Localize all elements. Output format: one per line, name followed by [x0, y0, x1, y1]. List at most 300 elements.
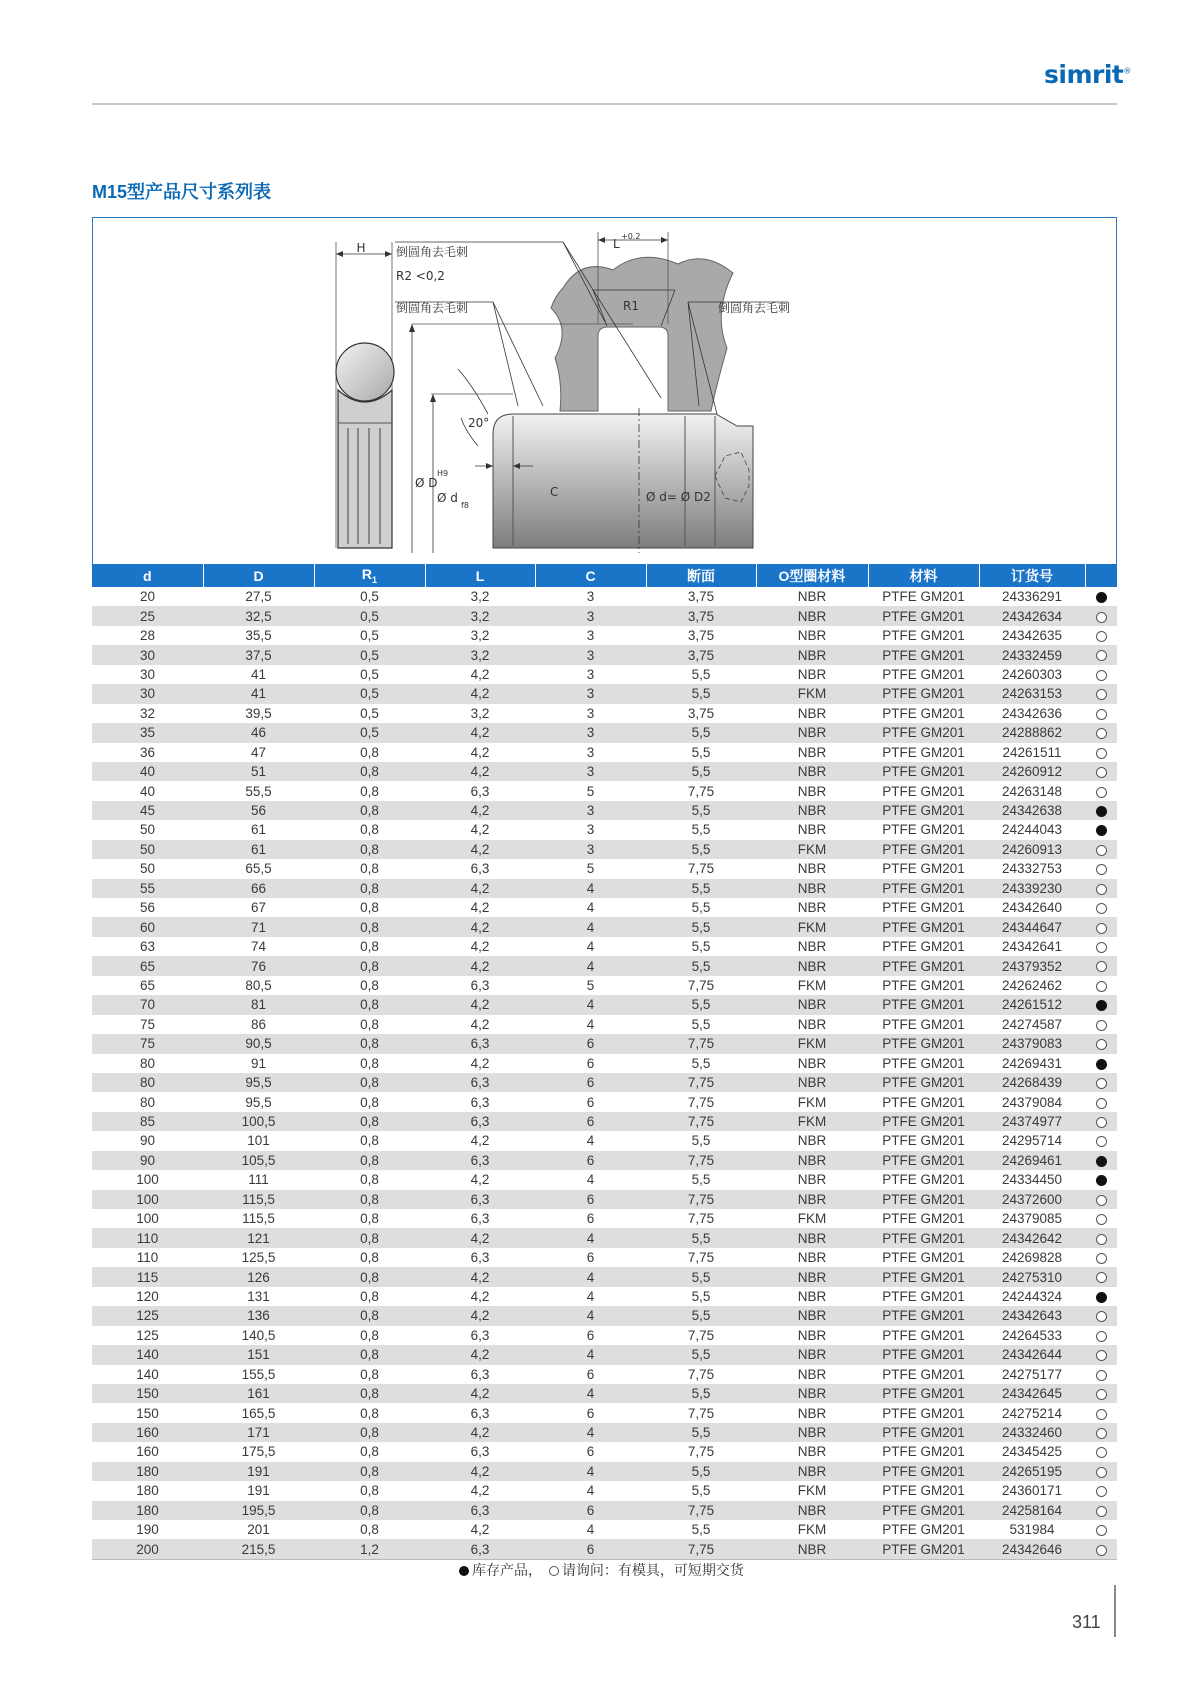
table-row	[92, 879, 1117, 898]
cell-l: 4,2	[425, 1462, 535, 1481]
cell-section: 3,75	[687, 589, 715, 605]
cell-c: 6	[586, 1366, 595, 1382]
cell-material: PTFE GM201	[868, 606, 979, 625]
cell-r1: 0,8	[360, 1133, 379, 1149]
inquire-circle-icon	[1096, 1253, 1107, 1264]
table-row	[92, 1345, 1117, 1364]
cell-oring-material: FKM	[756, 840, 868, 859]
cell-c: 6	[586, 1405, 595, 1421]
cell-order-no: 24342643	[979, 1306, 1085, 1325]
cell-material: PTFE GM201	[868, 1190, 979, 1209]
table-row	[92, 1384, 1117, 1403]
cell-section: 5,5	[691, 666, 711, 682]
cell-d: 75	[92, 1034, 203, 1053]
inquire-circle-icon	[1096, 1486, 1107, 1497]
cell-c: 4	[586, 1133, 595, 1149]
cell-material: PTFE GM201	[882, 977, 965, 993]
col-header-l: L	[425, 564, 535, 587]
cell-availability	[1085, 840, 1117, 859]
col-header-D: D	[203, 564, 314, 587]
cell-D: 80,5	[245, 977, 272, 993]
col-header-r1: $R_1$	[314, 564, 425, 587]
cell-oring-material: FKM	[797, 1211, 827, 1227]
cell-section: 7,75	[687, 1444, 715, 1460]
cell-l: 4,2	[425, 1423, 535, 1442]
cell-l: 4,2	[425, 879, 535, 898]
cell-c: 3	[586, 705, 595, 721]
cell-availability	[1085, 665, 1117, 684]
cell-section: 7,75	[646, 1539, 756, 1559]
cell-order-no: 24379084	[1001, 1094, 1063, 1110]
cell-section: 7,75	[646, 1151, 756, 1170]
table-row	[92, 937, 1117, 956]
cell-section: 5,5	[691, 744, 711, 760]
cell-availability	[1085, 781, 1117, 800]
inquire-circle-icon	[1096, 1331, 1107, 1342]
cell-l: 3,2	[470, 705, 490, 721]
cell-l: 3,2	[470, 628, 490, 644]
cell-c: 4	[586, 900, 595, 916]
cell-material: PTFE GM201	[868, 1423, 979, 1442]
cell-c: 3	[586, 628, 595, 644]
cell-material: PTFE GM201	[868, 956, 979, 975]
table-row	[92, 898, 1117, 917]
page-title: M15型产品尺寸系列表	[92, 182, 272, 202]
cell-d: 140	[92, 1345, 203, 1364]
cell-c: 3	[535, 723, 646, 742]
cell-r1: 0,8	[314, 956, 425, 975]
table-row	[92, 1015, 1117, 1034]
cell-d: 180	[92, 1462, 203, 1481]
cell-material: PTFE GM201	[868, 1345, 979, 1364]
cell-oring-material: NBR	[797, 705, 827, 721]
cell-c: 4	[586, 1016, 595, 1032]
table-row	[92, 1365, 1117, 1384]
cell-availability	[1085, 684, 1117, 703]
cell-order-no: 24260303	[1001, 666, 1063, 682]
cell-r1: 0,8	[360, 1094, 379, 1110]
cell-order-no: 24263153	[979, 684, 1085, 703]
cell-d: 25	[92, 606, 203, 625]
cell-d: 50	[139, 861, 156, 877]
cell-l: 6,3	[425, 1151, 535, 1170]
cell-availability	[1085, 1267, 1117, 1286]
cell-material: PTFE GM201	[882, 861, 965, 877]
inquire-circle-icon	[1096, 1389, 1107, 1400]
cell-oring-material: NBR	[797, 589, 827, 605]
cell-D: 91	[250, 1055, 267, 1071]
cell-d: 140	[136, 1366, 159, 1382]
cell-section: 5,5	[646, 762, 756, 781]
cell-D: 201	[247, 1522, 270, 1538]
cell-r1: 0,5	[314, 606, 425, 625]
cell-c: 6	[535, 1501, 646, 1520]
table-row	[92, 1481, 1117, 1500]
cell-section: 3,75	[687, 705, 715, 721]
cell-order-no: 24379083	[979, 1034, 1085, 1053]
cell-d: 60	[92, 917, 203, 936]
cell-order-no: 24295714	[1001, 1133, 1063, 1149]
table-row	[92, 684, 1117, 703]
col-header-oring-material: O型圈材料	[756, 564, 868, 587]
cell-D: 51	[203, 762, 314, 781]
cell-c: 4	[535, 1267, 646, 1286]
cell-section: 3,75	[646, 645, 756, 664]
cell-c: 4	[535, 917, 646, 936]
label-l: L	[613, 237, 620, 251]
table-row	[92, 976, 1117, 995]
cell-c: 5	[586, 977, 595, 993]
cell-order-no: 24360171	[1001, 1483, 1063, 1499]
cell-order-no: 24345425	[1001, 1444, 1063, 1460]
cell-section: 3,75	[646, 606, 756, 625]
cell-r1: 0,8	[360, 977, 379, 993]
cell-d: 85	[92, 1112, 203, 1131]
cell-r1: 0,8	[360, 744, 379, 760]
label-angle: 20°	[468, 416, 490, 430]
cell-c: 4	[535, 956, 646, 975]
inquire-circle-icon	[1096, 923, 1107, 934]
cell-section: 5,5	[646, 1228, 756, 1247]
cell-oring-material: NBR	[797, 900, 827, 916]
cell-D: 47	[250, 744, 267, 760]
inquire-circle-icon	[1096, 1506, 1107, 1517]
inquire-circle-icon	[1096, 1409, 1107, 1420]
cell-material: PTFE GM201	[882, 666, 965, 682]
cell-availability	[1085, 1112, 1117, 1131]
cell-r1: 0,8	[360, 1211, 379, 1227]
stock-dot-icon	[1096, 1156, 1107, 1167]
cell-material: PTFE GM201	[868, 1034, 979, 1053]
cell-d: 40	[139, 783, 156, 799]
cell-l: 6,3	[470, 861, 490, 877]
cell-material: PTFE GM201	[868, 801, 979, 820]
dimension-table	[92, 564, 1117, 1560]
cell-l: 4,2	[425, 1384, 535, 1403]
cell-r1: 0,8	[360, 822, 379, 838]
cell-d: 32	[139, 705, 156, 721]
cell-r1: 0,5	[360, 705, 379, 721]
cell-section: 5,5	[646, 1423, 756, 1442]
table-row	[92, 1423, 1117, 1442]
cell-oring-material: NBR	[797, 822, 827, 838]
inquire-circle-icon	[1096, 787, 1107, 798]
cell-c: 6	[586, 1055, 595, 1071]
label-chamfer-left: 倒圆角去毛刺	[396, 301, 469, 315]
cell-d: 120	[136, 1288, 159, 1304]
cell-order-no: 24261512	[979, 995, 1085, 1014]
cell-d: 200	[92, 1539, 203, 1559]
legend-inquire: 请询问：有模具，可短期交货	[561, 1562, 744, 1578]
cell-oring-material: NBR	[797, 1405, 827, 1421]
stock-dot-icon	[1096, 1059, 1107, 1070]
inquire-circle-icon	[1096, 1195, 1107, 1206]
cell-availability	[1085, 859, 1117, 878]
table-row	[92, 801, 1117, 820]
cell-section: 5,5	[691, 1522, 711, 1538]
cell-D: 125,5	[241, 1250, 276, 1266]
cell-l: 6,3	[425, 1112, 535, 1131]
cell-D: 46	[203, 723, 314, 742]
cell-availability	[1085, 1287, 1117, 1306]
cell-oring-material: NBR	[797, 1055, 827, 1071]
cell-section: 5,5	[646, 840, 756, 859]
inquire-circle-icon	[1096, 709, 1107, 720]
col-header-c: C	[535, 564, 646, 587]
cell-section: 5,5	[691, 1133, 711, 1149]
cell-c: 6	[586, 1250, 595, 1266]
cell-d: 28	[139, 628, 156, 644]
inquire-circle-icon	[1096, 1467, 1107, 1478]
label-od-tolerance: H9	[437, 469, 449, 478]
cell-section: 5,5	[646, 1267, 756, 1286]
cell-D: 86	[250, 1016, 267, 1032]
cell-d: 75	[139, 1016, 156, 1032]
cell-oring-material: NBR	[797, 1016, 827, 1032]
stock-dot-icon	[1096, 1292, 1107, 1303]
cell-material: PTFE GM201	[868, 1151, 979, 1170]
cell-c: 3	[535, 762, 646, 781]
cell-material: PTFE GM201	[868, 1539, 979, 1559]
cell-oring-material: FKM	[797, 1094, 827, 1110]
cell-r1: 0,8	[360, 1172, 379, 1188]
table-row	[92, 1054, 1117, 1073]
table-row	[92, 1287, 1117, 1306]
cell-order-no: 24258164	[979, 1501, 1085, 1520]
inquire-circle-icon	[1096, 942, 1107, 953]
inquire-circle-icon	[1096, 884, 1107, 895]
cell-l: 4,2	[470, 666, 490, 682]
cell-l: 4,2	[425, 1306, 535, 1325]
col-header-d: d	[92, 564, 203, 587]
seal-profile	[336, 242, 394, 548]
cell-availability	[1085, 1248, 1117, 1267]
cell-material: PTFE GM201	[882, 1483, 965, 1499]
cell-section: 7,75	[687, 1094, 715, 1110]
cell-l: 4,2	[425, 723, 535, 742]
cell-order-no: 24342640	[1001, 900, 1063, 916]
cell-c: 4	[535, 1423, 646, 1442]
cell-material: PTFE GM201	[868, 995, 979, 1014]
table-row	[92, 762, 1117, 781]
table-row	[92, 626, 1117, 645]
cell-r1: 0,8	[314, 1228, 425, 1247]
cell-l: 4,2	[470, 1133, 490, 1149]
cell-order-no: 531984	[1009, 1522, 1055, 1538]
label-c: C	[550, 485, 559, 499]
cell-oring-material: NBR	[797, 939, 827, 955]
cell-oring-material: NBR	[756, 801, 868, 820]
cell-l: 6,3	[470, 1444, 490, 1460]
cell-r1: 0,8	[360, 1405, 379, 1421]
label-h: H	[356, 241, 366, 255]
cell-d: 150	[92, 1384, 203, 1403]
table-row	[92, 1520, 1117, 1539]
cell-c: 4	[586, 939, 595, 955]
cell-section: 5,5	[691, 822, 711, 838]
cell-D: 151	[203, 1345, 314, 1364]
cell-D: 161	[203, 1384, 314, 1403]
cell-D: 171	[203, 1423, 314, 1442]
cell-c: 6	[535, 1151, 646, 1170]
page-number: 311	[1072, 1612, 1101, 1632]
cell-section: 3,75	[687, 628, 715, 644]
cell-l: 6,3	[470, 1250, 490, 1266]
cell-r1: 0,8	[360, 900, 379, 916]
cell-l: 3,2	[425, 645, 535, 664]
cell-D: 95,5	[245, 1094, 272, 1110]
cell-oring-material: NBR	[797, 744, 827, 760]
col-header-material: 材料	[868, 564, 979, 587]
cell-c: 4	[586, 1483, 595, 1499]
cell-l: 4,2	[425, 1267, 535, 1286]
cell-material: PTFE GM201	[882, 939, 965, 955]
cell-r1: 0,8	[314, 840, 425, 859]
cell-D: 175,5	[241, 1444, 276, 1460]
cell-section: 7,75	[646, 1501, 756, 1520]
cell-material: PTFE GM201	[868, 840, 979, 859]
inquire-circle-icon	[1096, 1136, 1107, 1147]
cell-r1: 0,8	[314, 917, 425, 936]
cell-section: 5,5	[646, 879, 756, 898]
cell-D: 215,5	[203, 1539, 314, 1559]
cell-l: 4,2	[470, 1483, 490, 1499]
table-row	[92, 1151, 1117, 1170]
cell-d: 50	[92, 840, 203, 859]
table-row	[92, 1170, 1117, 1189]
cell-l: 4,2	[470, 900, 490, 916]
cell-order-no: 24263148	[1001, 783, 1063, 799]
cell-section: 7,75	[646, 1034, 756, 1053]
cell-oring-material: NBR	[797, 1366, 827, 1382]
cell-D: 32,5	[203, 606, 314, 625]
cell-c: 4	[535, 1384, 646, 1403]
inquire-circle-icon	[1096, 1098, 1107, 1109]
cell-material: PTFE GM201	[868, 723, 979, 742]
cell-oring-material: NBR	[797, 628, 827, 644]
cell-section: 5,5	[691, 939, 711, 955]
cell-availability	[1085, 1092, 1117, 1111]
cell-l: 4,2	[425, 917, 535, 936]
header-divider	[92, 103, 1117, 105]
cell-c: 3	[535, 840, 646, 859]
label-l-tolerance: +0.2	[621, 232, 641, 241]
cell-oring-material: NBR	[756, 1151, 868, 1170]
cell-l: 4,2	[425, 1228, 535, 1247]
cell-oring-material: NBR	[756, 1501, 868, 1520]
cell-section: 5,5	[646, 1384, 756, 1403]
cell-D: 65,5	[245, 861, 272, 877]
table-row	[92, 859, 1117, 878]
cell-d: 30	[92, 684, 203, 703]
table-row	[92, 723, 1117, 742]
cell-r1: 0,8	[314, 1073, 425, 1092]
cell-availability	[1085, 956, 1117, 975]
cell-d: 30	[139, 666, 156, 682]
cell-section: 5,5	[691, 1055, 711, 1071]
cell-material: PTFE GM201	[882, 1327, 965, 1343]
cell-order-no: 24342636	[1001, 705, 1063, 721]
table-row	[92, 1403, 1117, 1422]
table-row	[92, 1034, 1117, 1053]
cell-l: 4,2	[470, 744, 490, 760]
cell-d: 100	[92, 1190, 203, 1209]
cell-l: 4,2	[425, 840, 535, 859]
cell-r1: 0,8	[314, 995, 425, 1014]
cell-d: 45	[92, 801, 203, 820]
cell-c: 4	[586, 1522, 595, 1538]
cell-oring-material: NBR	[756, 1228, 868, 1247]
cell-oring-material: NBR	[756, 762, 868, 781]
cell-c: 4	[535, 995, 646, 1014]
cell-l: 6,3	[470, 1327, 490, 1343]
cell-order-no: 24342644	[979, 1345, 1085, 1364]
cell-d: 110	[92, 1228, 203, 1247]
col-header-section: 断面	[646, 564, 756, 587]
cell-oring-material: NBR	[797, 1288, 827, 1304]
cell-oring-material: NBR	[797, 861, 827, 877]
cell-l: 6,3	[425, 1034, 535, 1053]
cell-section: 7,75	[646, 1190, 756, 1209]
cell-section: 7,75	[646, 1112, 756, 1131]
cell-section: 5,5	[646, 1306, 756, 1325]
legend	[0, 1560, 1200, 1580]
cell-c: 5	[586, 861, 595, 877]
cell-availability	[1085, 626, 1117, 645]
label-id-tolerance: f8	[461, 501, 469, 510]
cell-l: 6,3	[470, 1405, 490, 1421]
cell-r1: 0,8	[314, 1190, 425, 1209]
cell-order-no: 24262462	[1001, 977, 1063, 993]
cell-material: PTFE GM201	[868, 1306, 979, 1325]
cell-c: 6	[535, 1539, 646, 1559]
cell-D: 67	[250, 900, 267, 916]
inquire-circle-icon	[1096, 903, 1107, 914]
cell-r1: 0,8	[360, 1483, 379, 1499]
inquire-circle-icon	[1096, 631, 1107, 642]
cell-d: 36	[139, 744, 156, 760]
label-r1: R1	[623, 299, 639, 313]
cell-order-no: 24342635	[1001, 628, 1063, 644]
cell-order-no: 24334450	[1001, 1172, 1063, 1188]
table-row	[92, 840, 1117, 859]
cell-r1: 0,8	[360, 1288, 379, 1304]
cell-section: 7,75	[687, 1211, 715, 1227]
inquire-circle-icon	[1096, 670, 1107, 681]
cell-oring-material: FKM	[756, 917, 868, 936]
cell-r1: 0,8	[314, 762, 425, 781]
cell-availability	[1085, 917, 1117, 936]
cell-order-no: 24274587	[1001, 1016, 1063, 1032]
cell-material: PTFE GM201	[882, 589, 965, 605]
cell-d: 70	[92, 995, 203, 1014]
cell-oring-material: NBR	[756, 1073, 868, 1092]
inquire-circle-icon	[1096, 1272, 1107, 1283]
cell-order-no: 24336291	[1001, 589, 1063, 605]
cell-c: 6	[586, 1327, 595, 1343]
cell-availability	[1085, 898, 1117, 917]
cell-availability	[1085, 743, 1117, 762]
cell-material: PTFE GM201	[882, 1094, 965, 1110]
cell-r1: 0,8	[360, 1250, 379, 1266]
table-row	[92, 1190, 1117, 1209]
cell-d: 30	[92, 645, 203, 664]
cell-availability	[1085, 1170, 1117, 1189]
cell-order-no: 24268439	[979, 1073, 1085, 1092]
cell-section: 7,75	[687, 861, 715, 877]
cell-oring-material: NBR	[756, 1539, 868, 1559]
cell-section: 5,5	[646, 1345, 756, 1364]
